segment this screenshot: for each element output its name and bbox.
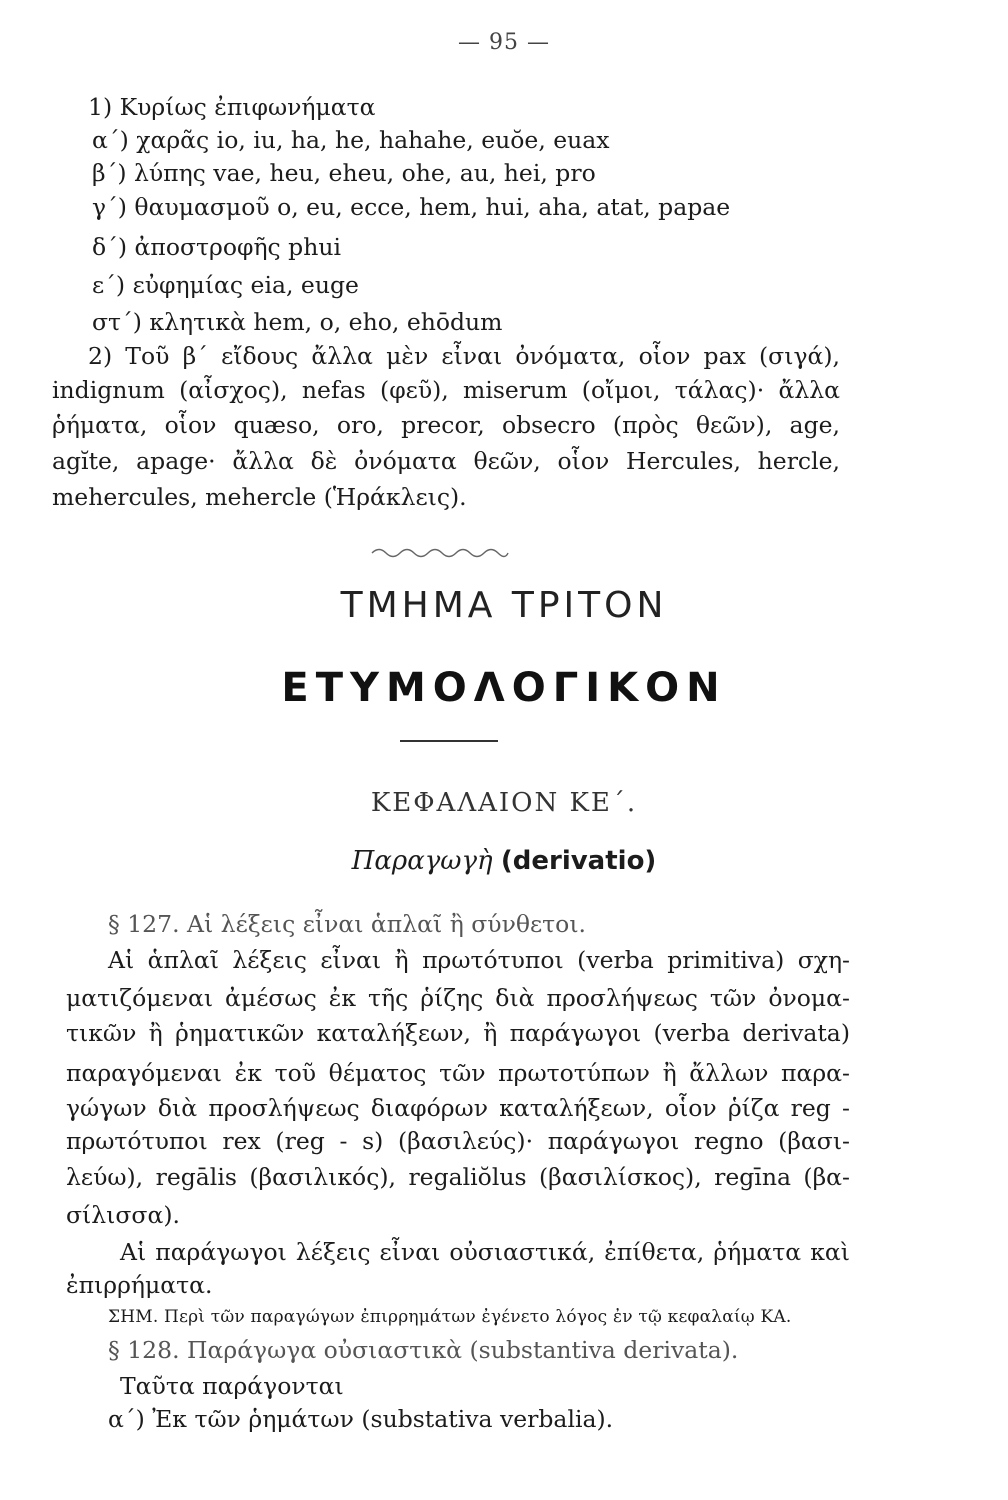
text-line: σίλισσα).	[66, 1201, 180, 1229]
ornament-divider	[370, 545, 510, 559]
text-line: Αἱ παράγωγοι λέξεις εἶναι οὐσιαστικά, ἐπίθετα, ῥήματα καὶ	[120, 1238, 850, 1266]
footnote-text: ΣΗΜ. Περὶ τῶν παραγώγων ἐπιρρημάτων ἐγένετο λόγος ἐν τῷ κεφαλαίῳ ΚΑ.	[108, 1307, 792, 1327]
chapter-heading: ΚΕΦΑΛΑΙΟΝ ΚΕ΄.	[370, 788, 638, 818]
text-line: παραγόμεναι ἐκ τοῦ θέματος τῶν πρωτοτύπων ἢ ἄλλων παρα-	[66, 1059, 850, 1087]
divider-rule	[400, 740, 498, 742]
text-line: ε΄) εὐφημίας eia, euge	[92, 271, 359, 299]
text-line: α΄) Ἐκ τῶν ῥημάτων (substativa verbalia).	[108, 1405, 614, 1433]
text-line: β΄) λύπης vae, heu, eheu, ohe, au, hei, pro	[92, 159, 596, 187]
text-line: δ΄) ἀποστροφῆς phui	[92, 233, 341, 261]
text-line: γ΄) θαυμασμοῦ o, eu, ecce, hem, hui, aha, atat, papae	[92, 193, 731, 221]
section-subtitle: ΕΤΥΜΟΛΟΓΙΚΟΝ	[281, 665, 727, 711]
section-title: ΤΜΗΜΑ ΤΡΙΤΟΝ	[340, 585, 668, 626]
text-line: ῥήματα, οἷον quæso, oro, precor, obsecro (πρὸς θεῶν), age,	[52, 411, 840, 439]
text-line: ἐπιρρήματα.	[66, 1271, 213, 1299]
text-line: γώγων διὰ προσλήψεως διαφόρων καταλήξεων, οἷον ῥίζα reg -	[66, 1094, 850, 1122]
text-line: τικῶν ἢ ῥηματικῶν καταλήξεων, ἢ παράγωγοι (verba derivata)	[66, 1019, 850, 1047]
text-line: agĭte, apage· ἄλλα δὲ ὀνόματα θεῶν, οἷον Hercules, hercle,	[52, 447, 840, 475]
text-line: Ταῦτα παράγονται	[120, 1372, 344, 1400]
topic-heading	[0, 846, 1008, 876]
text-line: πρωτότυποι rex (reg - s) (βασιλεύς)· παράγωγοι regno (βασι-	[66, 1127, 850, 1155]
paragraph-title: § 127. Αἱ λέξεις εἶναι ἁπλαῖ ἢ σύνθετοι.	[108, 910, 587, 938]
paragraph-title: § 128. Παράγωγα οὐσιαστικὰ (substantiva derivata).	[108, 1336, 739, 1364]
topic-heading-greek: Παραγωγὴ	[351, 846, 493, 876]
page-number: — 95 —	[458, 30, 550, 55]
text-line: στ΄) κλητικὰ hem, o, eho, ehōdum	[92, 308, 503, 336]
text-line: 1) Κυρίως ἐπιφωνήματα	[88, 93, 376, 121]
text-line: mehercules, mehercle (Ἡράκλεις).	[52, 483, 467, 511]
text-line: ματιζόμεναι ἀμέσως ἐκ τῆς ῥίζης διὰ προσλήψεως τῶν ὀνομα-	[66, 984, 850, 1012]
text-line: α΄) χαρᾶς io, iu, ha, he, hahahe, euŏe, euax	[92, 126, 610, 154]
text-line: Αἱ ἁπλαῖ λέξεις εἶναι ἢ πρωτότυποι (verba primitiva) σχη-	[108, 946, 850, 974]
text-line: λεύω), regālis (βασιλικός), regaliŏlus (βασιλίσκος), regīna (βα-	[66, 1163, 850, 1191]
text-line: indignum (αἶσχος), nefas (φεῦ), miserum (οἴμοι, τάλας)· ἄλλα	[52, 376, 840, 404]
topic-heading-latin: (derivatio)	[500, 846, 657, 876]
text-line: 2) Τοῦ β΄ εἴδους ἄλλα μὲν εἶναι ὀνόματα, οἷον pax (σιγά),	[88, 342, 840, 370]
